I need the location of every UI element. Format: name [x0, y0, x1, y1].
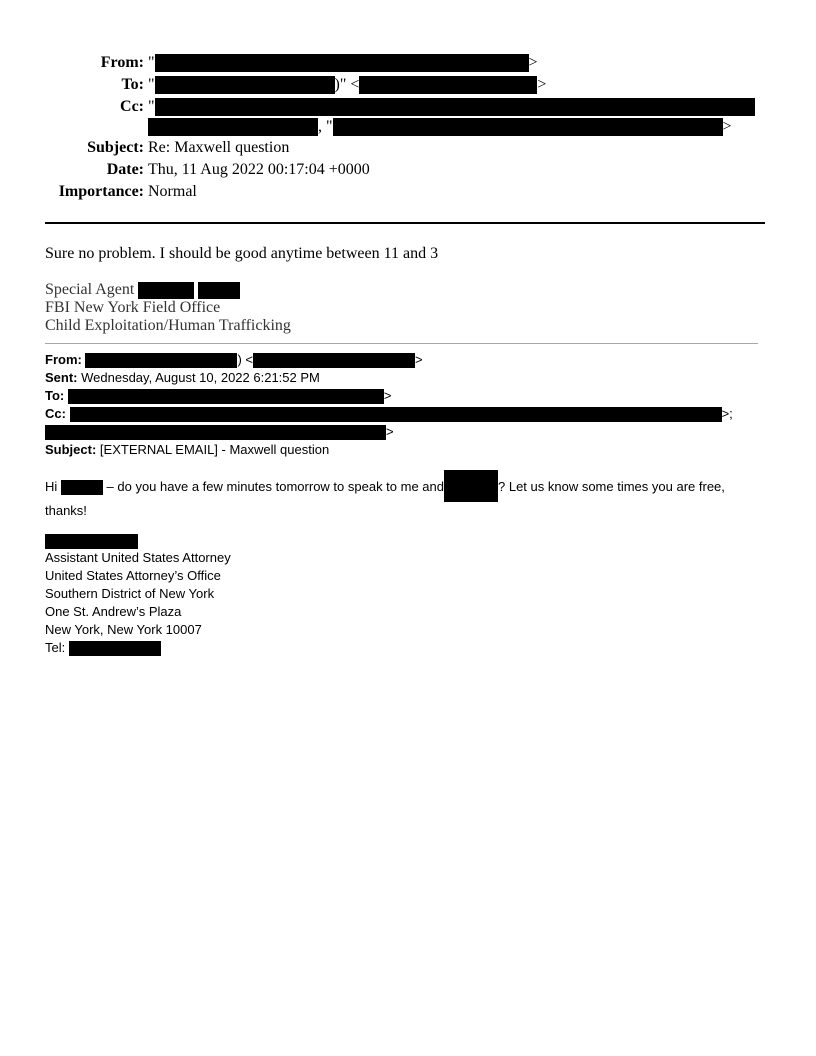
from-label: From: [100, 54, 144, 71]
original-to-label: To: [45, 388, 65, 403]
redaction [68, 389, 384, 404]
original-signature-city: New York, New York 10007 [45, 622, 202, 637]
redaction [85, 353, 237, 368]
redaction [155, 76, 335, 94]
redaction [148, 118, 318, 136]
importance-label: Importance: [58, 183, 144, 200]
original-signature-district: Southern District of New York [45, 586, 215, 601]
importance-value: Normal [148, 183, 197, 200]
reply-signature-title: Special Agent [45, 281, 240, 299]
redaction [198, 282, 240, 299]
original-sent-label: Sent: [45, 370, 78, 385]
redaction [69, 641, 161, 656]
original-signature-office: United States Attorney’s Office [45, 568, 221, 583]
redaction [253, 353, 415, 368]
reply-signature-office: FBI New York Field Office [45, 299, 221, 316]
subject-label: Subject: [87, 139, 144, 156]
cc-value-continued: , " > [148, 116, 732, 137]
date-value: Thu, 11 Aug 2022 00:17:04 +0000 [148, 161, 370, 178]
subject-value: Re: Maxwell question [148, 139, 290, 156]
original-subject-row [45, 441, 329, 459]
reply-body: Sure no problem. I should be good anytime between 11 and 3 [45, 245, 439, 262]
original-sent-row [45, 369, 320, 387]
original-subject-label: Subject: [45, 442, 97, 457]
tel-label: Tel: [45, 640, 66, 655]
original-cc-row: Cc: >; [45, 406, 733, 421]
redaction [61, 480, 103, 495]
original-subject-value: [EXTERNAL EMAIL] - Maxwell question [99, 442, 330, 457]
original-signature-tel-row [45, 639, 161, 657]
original-from-label: From: [45, 352, 82, 367]
redaction [444, 470, 498, 502]
cc-label: Cc: [120, 98, 144, 115]
from-value: " > [148, 54, 538, 71]
original-body: Hi – do you have a few minutes tomorrow to speak to me and ? Let us know some times you are free, thanks! [45, 478, 755, 520]
date-label: Date: [106, 161, 144, 178]
original-signature-address: One St. Andrew’s Plaza [45, 604, 182, 619]
redaction [333, 118, 723, 136]
redaction [155, 54, 529, 72]
redaction [359, 76, 537, 94]
original-cc-row-continued: > [45, 423, 394, 441]
redaction [138, 282, 194, 299]
original-signature-title: Assistant United States Attorney [45, 550, 231, 565]
original-sent-value: Wednesday, August 10, 2022 6:21:52 PM [81, 370, 320, 385]
quote-divider [45, 343, 758, 344]
original-from-row: From: ) < > [45, 352, 423, 367]
original-signature-name [45, 532, 138, 550]
header-divider [45, 222, 765, 224]
to-value: " )" < > [148, 76, 547, 93]
redaction [45, 534, 138, 549]
reply-signature-unit: Child Exploitation/Human Trafficking [45, 317, 291, 334]
redaction [45, 425, 386, 440]
cc-value: " [148, 96, 755, 117]
original-to-row: To: > [45, 388, 392, 403]
original-cc-label: Cc: [45, 406, 66, 421]
to-label: To: [121, 76, 144, 93]
redaction [70, 407, 722, 422]
redaction [155, 98, 755, 116]
